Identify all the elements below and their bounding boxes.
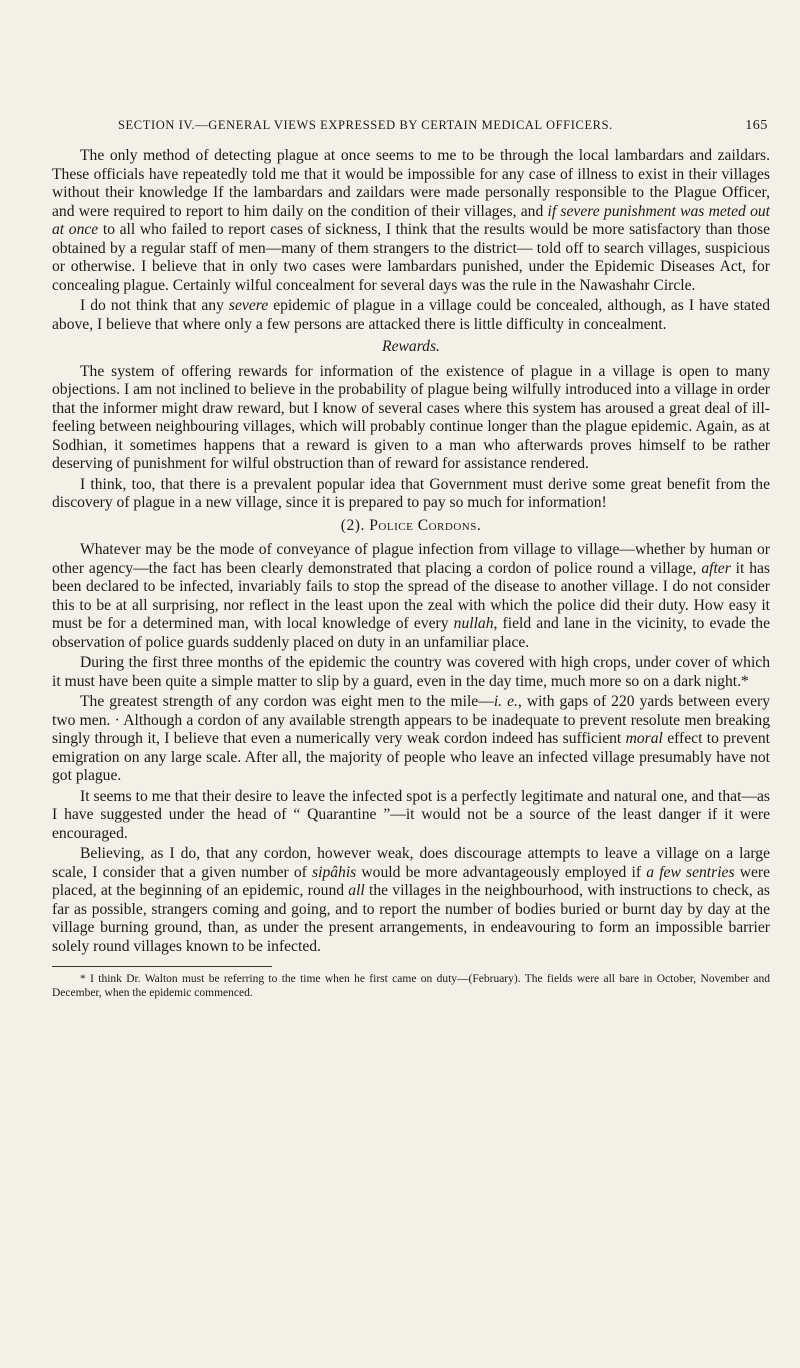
paragraph-cordon-strength [52,693,770,786]
text-run: it has been declared to be infected, invariably fails to stop the spread of the disease to another village. I do not consider this to be at all surprising, nor reflect in the least upon the zeal with which the police did their duty. How easy it must be for a determined man, with local knowledge of every [52,559,770,632]
section-heading-police-cordons: (2). Police Cordons. [340,516,482,534]
paragraph-rewards-system: The system of offering rewards for information of the existence of plague in a village is open to many objections. I am not inclined to believe in the probability of plague being wilfully introduced into a village in order that the informer might draw reward, but I know of several cases where this system has aroused a great deal of ill-feeling between neighbouring villages, which will probably continue longer than the plague epidemic. Again, as at Sodhian, it sometimes happens that a reward is given to a man who afterwards proves himself to be rather deserving of punishment for wilful obstruction than of reward for assistance rendered. [52,362,770,472]
paragraph-high-crops: During the first three months of the epidemic the country was covered with high crops, under cover of which it must have been quite a simple matter to slip by a guard, even in the day time, much more so on a dark night.* [52,654,770,690]
footnote-divider [52,966,272,967]
heading-text: Rewards. [382,338,440,355]
emphasis: moral [625,730,663,747]
footnote: * I think Dr. Walton must be referring to the time when he first came on duty—(February). The fields were all bare in October, November and December, when the epidemic commenced. [52,973,770,999]
text-run: effect to prevent emigration on any large scale. After all, the majority of people who leave an infected village presumably have not got plague. [52,730,770,784]
text-run: would be more advantageously employed if [356,863,647,881]
emphasis: severe [228,297,269,314]
document-body [52,147,770,1002]
emphasis: if severe punishment was meted out at once [52,202,770,238]
paragraph-leaving-infected-spot: It seems to me that their desire to leave the infected spot is a perfectly legitimate and natural one, and that—as I have suggested under the head of “ Quarantine ”—it would not be a source of the least danger if it were encouraged. [52,787,770,842]
running-header [118,118,768,133]
text-run: Whatever may be the mode of conveyance of plague infection from village to village—whether by human or other agency—the fact has been clearly demonstrated that placing a cordon of police round a village, [52,541,770,577]
text-run: , field and lane in the vicinity, to evade the observation of police guards suddenly placed on duty in an unfamiliar place. [52,615,770,651]
text-run: I do not think that any [80,297,229,314]
section-heading-rewards [52,338,770,357]
emphasis: sipâhis [312,863,357,881]
text-run: , with gaps of 220 yards between every two men. · Although a cordon of any available strength appears to be inadequate to prevent resolute men breaking singly through it, I believe that even a numerically very weak cordon indeed has sufficient [52,693,770,747]
emphasis: all [348,882,365,899]
paragraph-concealment [52,297,770,334]
text-run: The greatest strength of any cordon was eight men to the mile— [80,693,494,710]
text-run: to all who failed to report cases of sickness, I think that the results would be more satisfactory than those obtained by a regular staff of men—many of them strangers to the district— told off to search villages, suspicious or otherwise. I believe that in only two cases were lambardars punished, under the Epidemic Diseases Act, for concealing plague. Certainly wilful concealment for several days was the rule in the Nawashahr Circle. [52,221,770,294]
paragraph-detection-method [52,147,770,295]
running-header-title: SECTION IV.—GENERAL VIEWS EXPRESSED BY CERTAIN MEDICAL OFFICERS. [118,118,613,132]
text-run: Believing, as I do, that any cordon, however weak, does discourage attempts to leave a village on a large scale, I consider that a given number of [52,845,770,881]
paragraph-government-benefit: I think, too, that there is a prevalent popular idea that Government must derive some great benefit from the discovery of plague in a new village, since it is prepared to pay so much for information! [52,475,770,511]
emphasis: a few sentries [646,863,735,881]
emphasis: nullah [453,615,494,632]
emphasis: i. e. [493,693,518,710]
text-run: The only method of detecting plague at once seems to me to be through the local lambardars and zaildars. These officials have repeatedly told me that it would be impossible for any case of illness to exist in their villages without their knowledge If the lambardars and zaildars were made personally responsible to the Plague Officer, and were required to report to him daily on the condition of their villages, and [52,147,770,220]
text-run: were placed, at the beginning of an epidemic, round [52,863,771,899]
text-run: the villages in the neighbourhood, with instructions to check, as far as possible, strangers coming and going, and to report the number of bodies buried or burnt day by day at the village burning ground, than, as under the present arrangements, in endeavouring to form an impossible barrier solely round villages known to be infected. [52,882,770,955]
emphasis: after [701,559,731,577]
paragraph-sentries [52,845,770,956]
paragraph-cordon-failure [52,541,770,652]
text-run: epidemic of plague in a village could be concealed, although, as I have stated above, I believe that where only a few persons are attacked there is little difficulty in concealment. [52,297,770,333]
page-number: 165 [745,118,768,133]
